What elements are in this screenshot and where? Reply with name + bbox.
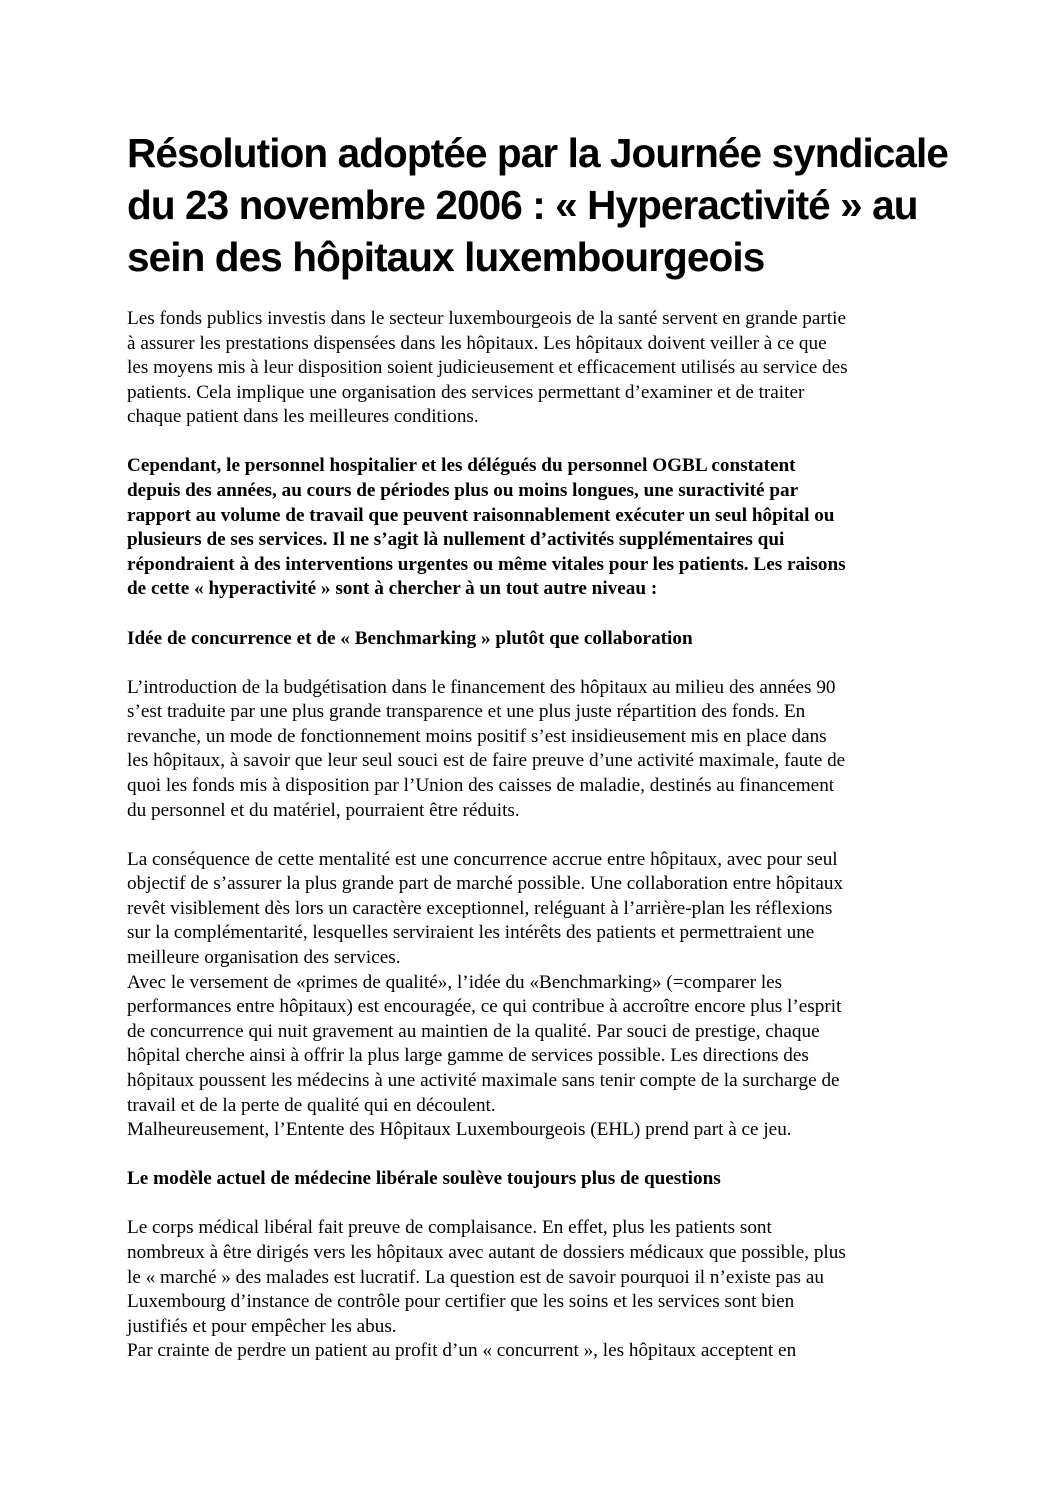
bold-intro-paragraph	[127, 454, 942, 602]
text-line: Malheureusement, l’Entente des Hôpitaux Luxembourgeois (EHL) prend part à ce jeu.	[127, 1119, 792, 1141]
intro-paragraph	[127, 307, 942, 430]
text-line: quoi les fonds mis à disposition par l’Union des caisses de maladie, destinés au financement	[127, 775, 835, 796]
text-line: hôpitaux poussent les médecins à une activité maximale sans tenir compte de la surcharge de	[127, 1070, 840, 1092]
text-line: nombreux à être dirigés vers les hôpitaux avec autant de dossiers médicaux que possible, plus	[127, 1242, 846, 1263]
section1-paragraph-2	[127, 848, 942, 1143]
text-line: La conséquence de cette mentalité est une concurrence accrue entre hôpitaux, avec pour seul	[127, 848, 838, 870]
document-page	[127, 127, 949, 1364]
text-line: chaque patient dans les meilleures conditions.	[127, 406, 479, 428]
section1-paragraph-1	[127, 676, 942, 824]
text-line: patients. Cela implique une organisation des services permettant d’examiner et de traiter	[127, 381, 805, 403]
text-line: à assurer les prestations dispensées dans les hôpitaux. Les hôpitaux doivent veiller à ce que	[127, 332, 827, 354]
text-line: travail et de la perte de qualité qui en découlent.	[127, 1094, 496, 1116]
text-line: meilleure organisation des services.	[127, 947, 401, 969]
text-line: les hôpitaux, à savoir que leur seul souci est de faire preuve d’une activité maximale, faute de	[127, 750, 846, 772]
text-line: s’est traduite par une plus grande transparence et une plus juste répartition des fonds. En	[127, 701, 806, 723]
text-line: revêt visiblement dès lors un caractère exceptionnel, reléguant à l’arrière-plan les réflexions	[127, 897, 833, 919]
text-line: Les fonds publics investis dans le secteur luxembourgeois de la santé servent en grande partie	[127, 308, 846, 329]
text-line: objectif de s’assurer la plus grande part de marché possible. Une collaboration entre hôpitaux	[127, 873, 844, 895]
text-line: Le corps médical libéral fait preuve de complaisance. En effet, plus les patients sont	[127, 1217, 772, 1239]
text-line: Luxembourg d’instance de contrôle pour certifier que les soins et les services sont bien	[127, 1291, 795, 1313]
section-heading-concurrence: Idée de concurrence et de « Benchmarking » plutôt que collaboration	[127, 627, 693, 649]
text-line: hôpital cherche ainsi à offrir la plus large gamme de services possible. Les directions des	[127, 1045, 809, 1067]
text-line: L’introduction de la budgétisation dans le financement des hôpitaux au milieu des années 90	[127, 676, 836, 698]
text-line: performances entre hôpitaux) est encouragée, ce qui contribue à accroître encore plus l’esprit	[127, 996, 842, 1018]
text-line: revanche, un mode de fonctionnement moins positif s’est insidieusement mis en place dans	[127, 725, 827, 747]
title-line: sein des hôpitaux luxembourgeois	[127, 234, 765, 280]
title-line: Résolution adoptée par la Journée syndicale	[127, 130, 949, 176]
text-line: du personnel et du matériel, pourraient être réduits.	[127, 799, 520, 821]
section2-paragraph-1	[127, 1216, 942, 1364]
text-line: sur la complémentarité, lesquelles serviraient les intérêts des patients et permettraient une	[127, 922, 815, 944]
text-line: Cependant, le personnel hospitalier et les délégués du personnel OGBL constatent	[127, 455, 796, 477]
section-heading-medecine-liberale: Le modèle actuel de médecine libérale soulève toujours plus de questions	[127, 1168, 721, 1190]
text-line: plusieurs de ses services. Il ne s’agit là nullement d’activités supplémentaires qui	[127, 529, 785, 551]
text-line: répondraient à des interventions urgentes ou même vitales pour les patients. Les raisons	[127, 553, 846, 575]
text-line: depuis des années, au cours de périodes plus ou moins longues, une suractivité par	[127, 480, 799, 502]
text-line: rapport au volume de travail que peuvent raisonnablement exécuter un seul hôpital ou	[127, 504, 835, 526]
text-line: justifiés et pour empêcher les abus.	[127, 1315, 397, 1337]
text-line: les moyens mis à leur disposition soient judicieusement et efficacement utilisés au service des	[127, 357, 848, 379]
text-line: Avec le versement de «primes de qualité», l’idée du «Benchmarking» (=comparer les	[127, 971, 783, 993]
text-line: le « marché » des malades est lucratif. La question est de savoir pourquoi il n’existe pas au	[127, 1266, 824, 1288]
text-line: de concurrence qui nuit gravement au maintien de la qualité. Par souci de prestige, chaque	[127, 1020, 820, 1042]
text-line: de cette « hyperactivité » sont à chercher à un tout autre niveau :	[127, 578, 658, 600]
text-line: Par crainte de perdre un patient au profit d’un « concurrent », les hôpitaux acceptent en	[127, 1340, 797, 1362]
title-line: du 23 novembre 2006 : « Hyperactivité » au	[127, 182, 918, 228]
document-title	[127, 127, 949, 283]
